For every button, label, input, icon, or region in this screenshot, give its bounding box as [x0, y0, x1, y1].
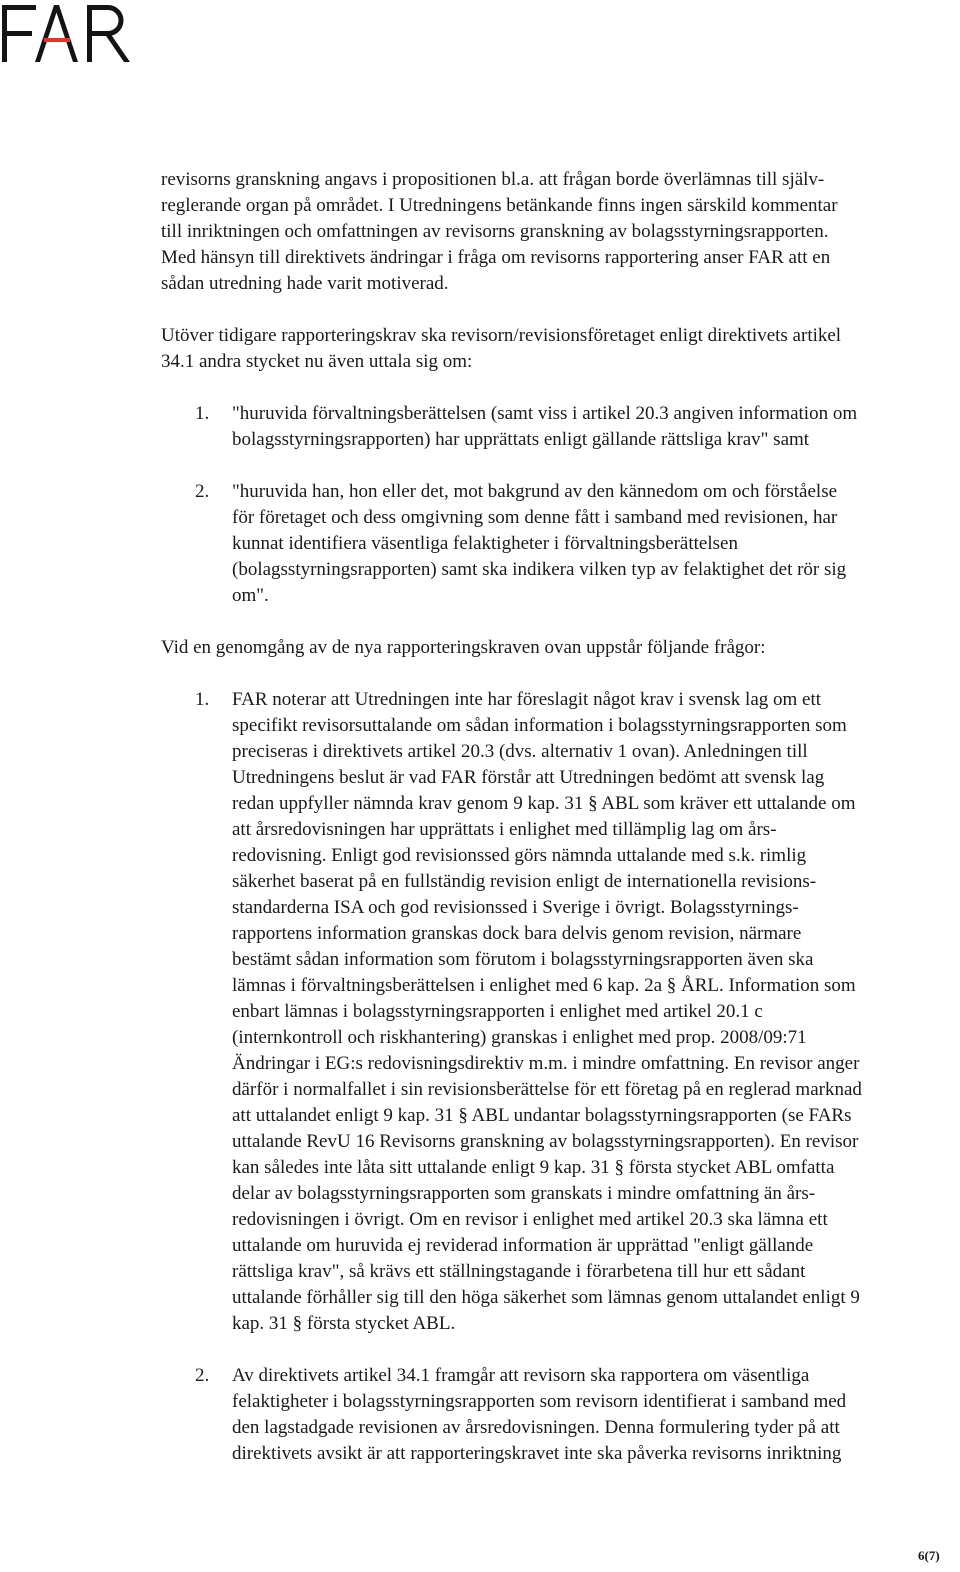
text-line: delar av bolagsstyrningsrapporten som granskats i mindre omfattning än års- [232, 1183, 816, 1204]
text-line: "huruvida förvaltningsberättelsen (samt viss i artikel 20.3 angiven information om [232, 403, 858, 424]
paragraph-1 [161, 167, 951, 297]
text-line: preciseras i direktivets artikel 20.3 (dvs. alternativ 1 ovan). Anledningen till [232, 741, 808, 762]
text-line: redovisning. Enligt god revisionssed görs nämnda uttalande med s.k. rimlig [232, 845, 807, 866]
text-line: kan således inte låta sitt uttalande enligt 9 kap. 31 § första stycket ABL omfatta [232, 1157, 835, 1178]
text-line: revisorns granskning angavs i propositionen bl.a. att frågan borde överlämnas till själv- [161, 169, 825, 190]
text-line: uttalande om huruvida ej reviderad information är upprättad "enligt gällande [232, 1235, 814, 1256]
text-line: standarderna ISA och god revisionssed i Sverige i övrigt. Bolagsstyrnings- [232, 897, 799, 918]
text-line: 34.1 andra stycket nu även uttala sig om: [161, 351, 473, 372]
list-number: 1. [195, 403, 210, 424]
far-logo-mark [0, 0, 132, 66]
text-line: säkerhet baserat på en fullständig revision enligt de internationella revisions- [232, 871, 817, 892]
list2-item-2 [161, 1363, 951, 1467]
text-line: bestämt sådan information som förutom i bolagsstyrningsrapporten även ska [232, 949, 814, 970]
text-line: specifikt revisorsuttalande om sådan information i bolagsstyrningsrapporten som [232, 715, 847, 736]
far-logo [0, 0, 132, 66]
text-line: därför i normalfallet i sin revisionsberättelse för ett företag på en reglerad marknad [232, 1079, 862, 1100]
text-line: Utredningens beslut är vad FAR förstår att Utredningen bedömt att svensk lag [232, 767, 825, 788]
list2-item-1 [161, 687, 951, 1337]
text-line: för företaget och dess omgivning som denne fått i samband med revisionen, har [232, 507, 838, 528]
text-line: att årsredovisningen har upprättats i enlighet med tillämplig lag om års- [232, 819, 777, 840]
text-line: FAR noterar att Utredningen inte har föreslagit något krav i svensk lag om ett [232, 689, 822, 710]
list-number: 2. [195, 481, 210, 502]
text-line: uttalande förhåller sig till den höga säkerhet som lämnas genom uttalandet enligt 9 [232, 1287, 860, 1308]
text-line: att uttalandet enligt 9 kap. 31 § ABL undantar bolagsstyrningsrapporten (se FARs [232, 1105, 852, 1126]
text-line: Med hänsyn till direktivets ändringar i fråga om revisorns rapportering anser FAR att en [161, 247, 831, 268]
text-line: till inriktningen och omfattningen av revisorns granskning av bolagsstyrningsrapporten. [161, 221, 829, 242]
paragraph-2 [161, 323, 951, 375]
text-line: Vid en genomgång av de nya rapporteringskraven ovan uppstår följande frågor: [161, 637, 766, 658]
list-number: 2. [195, 1365, 210, 1386]
page-number: 6(7) [918, 1548, 940, 1563]
text-line: Ändringar i EG:s redovisningsdirektiv m.m. i mindre omfattning. En revisor anger [232, 1053, 860, 1074]
text-line: redovisningen i övrigt. Om en revisor i enlighet med artikel 20.3 ska lämna ett [232, 1209, 828, 1230]
text-line: "huruvida han, hon eller det, mot bakgrund av den kännedom om och förståelse [232, 481, 838, 502]
text-line: felaktigheter i bolagsstyrningsrapporten som revisorn identifierat i samband med [232, 1391, 847, 1412]
text-line: kap. 31 § första stycket ABL. [232, 1313, 456, 1334]
list-number: 1. [195, 689, 210, 710]
text-line: den lagstadgade revisionen av årsredovisningen. Denna formulering tyder på att [232, 1417, 840, 1438]
text-line: sådan utredning hade varit motiverad. [161, 273, 449, 294]
text-line: enbart lämnas i bolagsstyrningsrapporten i enlighet med artikel 20.1 c [232, 1001, 763, 1022]
text-line: direktivets avsikt är att rapporteringskravet inte ska påverka revisorns inriktning [232, 1443, 842, 1464]
text-line: om". [232, 585, 269, 606]
text-line: (internkontroll och riskhantering) granskas i enlighet med prop. 2008/09:71 [232, 1027, 807, 1048]
text-line: kunnat identifiera väsentliga felaktigheter i förvaltningsberättelsen [232, 533, 738, 554]
text-line: Av direktivets artikel 34.1 framgår att revisorn ska rapportera om väsentliga [232, 1365, 810, 1386]
list1-item-2 [161, 479, 951, 609]
text-line: redan uppfyller nämnda krav genom 9 kap. 31 § ABL som kräver ett uttalande om [232, 793, 856, 814]
paragraph-3 [161, 635, 951, 661]
text-line: rättsliga krav", så krävs ett ställningstagande i förarbetena till hur ett sådant [232, 1261, 806, 1282]
text-line: uttalande RevU 16 Revisorns granskning av bolagsstyrningsrapporten). En revisor [232, 1131, 859, 1152]
text-line: reglerande organ på området. I Utredningens betänkande finns ingen särskild kommentar [161, 195, 838, 216]
text-line: rapportens information granskas dock bara delvis genom revision, närmare [232, 923, 802, 944]
text-line: (bolagsstyrningsrapporten) samt ska indikera vilken typ av felaktighet det rör sig [232, 559, 847, 580]
text-line: lämnas i förvaltningsberättelsen i enlighet med 6 kap. 2a § ÅRL. Information som [232, 975, 856, 996]
text-line: Utöver tidigare rapporteringskrav ska revisorn/revisionsföretaget enligt direktivets artikel [161, 325, 842, 346]
list1-item-1 [161, 401, 951, 453]
document-body [161, 167, 951, 1467]
text-line: bolagsstyrningsrapporten) har upprättats enligt gällande rättsliga krav" samt [232, 429, 810, 450]
